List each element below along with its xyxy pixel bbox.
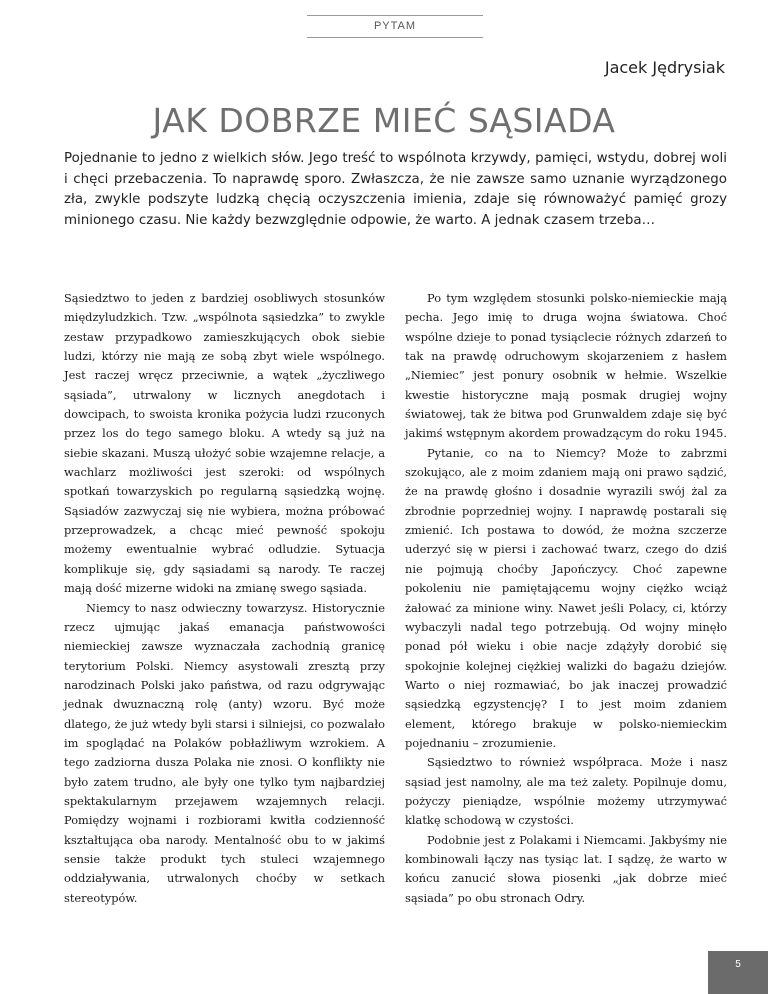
article-lead: Pojednanie to jedno z wielkich słów. Jego treść to wspólnota krzywdy, pamięci, wstydu, dobrej woli i chęci przebaczenia. To naprawdę sporo. Zwłaszcza, że nie zawsze samo uznanie wyrządzonego zła, zwykle podszyte ludzką chęcią oczyszczenia imienia, zdaje się równoważyć pamięć grozy minionego czasu. Nie każdy bezwzględnie odpowie, że warto. A jednak czasem trzeba…	[64, 151, 727, 228]
body-paragraph: Sąsiedztwo to jeden z bardziej osobliwych stosunków międzyludzkich. Tzw. „wspólnota sąsiedzka” to zwykle zestaw przypadkowo zamieszkujących obok siebie ludzi, którzy nie mają ze sobą zbyt wiele wspólnego. Jest raczej wręcz przeciwnie, a wątek „życzliwego sąsiada”, utrwalony w licznych anegdotach i dowcipach, to swoista kronika pożycia ludzi rzuconych przez los do tego samego bloku. A wtedy są już na siebie skazani. Muszą ułożyć sobie wzajemne relacje, a wachlarz możliwości jest szeroki: od wspólnych spotkań towarzyskich po regularną sąsiedzką wojnę. Sąsiadów zazwyczaj się nie wybiera, można próbować przeprowadzek, a chcąc mieć pewność spokoju możemy ewentualnie wybrać odludzie. Sytuacja komplikuje się, gdy sąsiadami są narody. Te raczej mają dość mizerne widoki na zmianę swego sąsiada.	[64, 291, 385, 596]
page-number: 5	[708, 951, 768, 994]
section-rule-bottom	[307, 37, 483, 38]
section-label: PYTAM	[373, 20, 417, 32]
body-paragraph: Po tym względem stosunki polsko-niemieckie mają pecha. Jego imię to druga wojna światowa. Choć wspólne dzieje to ponad tysiąclecie różnych zdarzeń to tak na prawdę odruchowym skojarzeniem z hasłem „Niemiec” jest ponury osobnik w hełmie. Wszelkie kwestie historyczne mają posmak drugiej wojny światowej, tak że bitwa pod Grunwaldem zdaje się być jakimś wstępnym akordem prowadzącym do roku 1945.	[405, 291, 727, 441]
body-paragraph: Podobnie jest z Polakami i Niemcami. Jakbyśmy nie kombinowali łączy nas tysiąc lat. I sądzę, że warto w końcu zanucić słowa piosenki „jak dobrze mieć sąsiada” po obu stronach Odry.	[405, 832, 727, 905]
body-column-right	[405, 289, 727, 908]
body-paragraph: Pytanie, co na to Niemcy? Może to zabrzmi szokująco, ale z moim zdaniem mają oni prawo sądzić, że na prawdę głośno i dosadnie wyrazili swój żal za zbrodnie poprzedniej wojny. I naprawdę postarali się zmienić. Ich postawa to dowód, że można szczerze uderzyć się w piersi i zachować twarz, czego do dziś nie pojmują choćby Japończycy. Choć zapewne pokoleniu nie pamiętającemu wojny ciężko wciąż żałować za minione winy. Nawet jeśli Polacy, ci, którzy wybaczyli nadal tego potrzebują. Od wojny minęło ponad pół wieku i obie nacje zdążyły dorobić się spokojnie kolejnej ciężkiej walizki do bagażu dziejów. Warto o niej rozmawiać, bo jak inaczej prowadzić sąsiedzką egzystencję? I to jest moim zdaniem element, którego brakuje w polsko-niemieckim pojednaniu – zrozumienie.	[405, 445, 727, 750]
section-rule-top	[307, 15, 483, 16]
article-title: JAK DOBRZE MIEĆ SĄSIADA	[152, 101, 616, 140]
body-paragraph: Sąsiedztwo to również współpraca. Może i nasz sąsiad jest namolny, ale ma też zalety. Popilnuje domu, pożyczy pieniądze, wspólnie możemy utrzymywać klatkę schodową w czystości.	[405, 755, 727, 828]
body-column-left	[64, 289, 385, 908]
author-name: Jacek Jędrysiak	[604, 58, 725, 77]
body-paragraph: Niemcy to nasz odwieczny towarzysz. Historycznie rzecz ujmując jakaś emanacja państwowości niemieckiej zawsze wyznaczała zachodnią granicę terytorium Polski. Niemcy asystowali zresztą przy narodzinach Polski jako państwa, od razu odgrywając jednak dwuznaczną rolę (anty) wzoru. Być może dlatego, że już wtedy byli starsi i silniejsi, co pozwalało im spoglądać na Polaków pobłażliwym wzrokiem. A tego zadziorna dusza Polaka nie znosi. O konflikty nie było zatem trudno, ale były one tylko tym najbardziej spektakularnym przejawem wzajemnych relacji. Pomiędzy wojnami i rozbiorami kwitła codzienność kształtująca oba narody. Mentalność obu to w jakimś sensie także produkt tych stuleci wzajemnego oddziaływania, utrwalonych choćby w setkach stereotypów.	[64, 600, 385, 905]
